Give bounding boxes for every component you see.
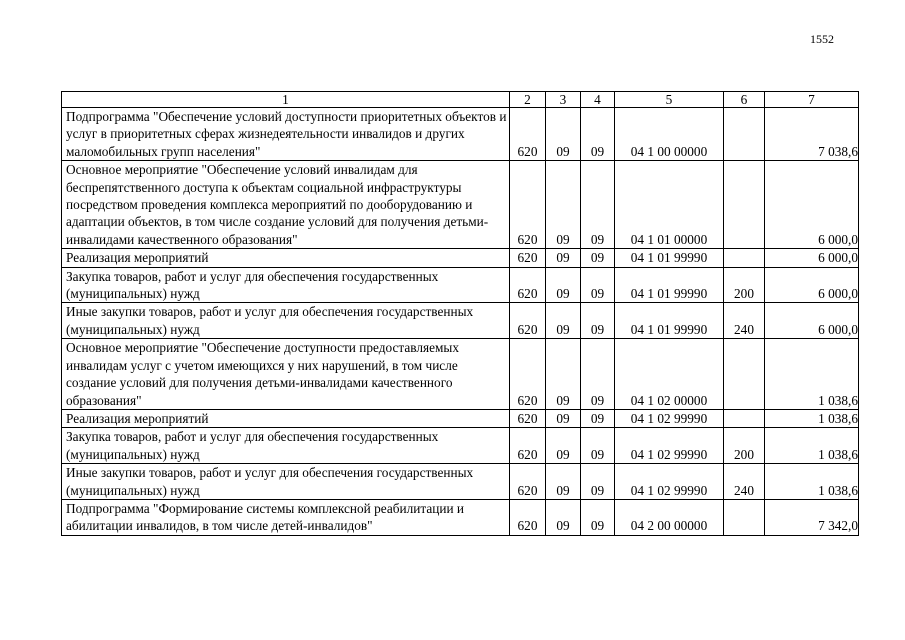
row-section-cell: 09: [546, 161, 581, 249]
row-name-cell: Закупка товаров, работ и услуг для обеспечения государственных (муниципальных) нужд: [62, 267, 510, 303]
row-amount-cell: 1 038,6: [765, 339, 859, 410]
row-amount-cell: 6 000,0: [765, 249, 859, 267]
row-subsection-cell: 09: [581, 464, 615, 500]
row-name-cell: Подпрограмма "Формирование системы комплексной реабилитации и абилитации инвалидов, в том числе детей-инвалидов": [62, 499, 510, 535]
row-expense-type-cell: [724, 339, 765, 410]
row-subsection-cell: 09: [581, 409, 615, 427]
row-expense-type-cell: 240: [724, 303, 765, 339]
row-admin-code-cell: 620: [510, 339, 546, 410]
table-row: [62, 267, 859, 303]
row-admin-code-cell: 620: [510, 464, 546, 500]
row-subsection-cell: 09: [581, 108, 615, 161]
row-admin-code-cell: 620: [510, 428, 546, 464]
row-subsection-cell: 09: [581, 339, 615, 410]
row-subsection-cell: 09: [581, 267, 615, 303]
row-amount-cell: 6 000,0: [765, 161, 859, 249]
table-row: [62, 428, 859, 464]
row-expense-type-cell: 200: [724, 428, 765, 464]
column-header-2: 2: [510, 92, 546, 108]
row-name-cell: Реализация мероприятий: [62, 409, 510, 427]
row-name-cell: Закупка товаров, работ и услуг для обеспечения государственных (муниципальных) нужд: [62, 428, 510, 464]
row-target-article-cell: 04 1 01 00000: [615, 161, 724, 249]
row-target-article-cell: 04 1 01 99990: [615, 303, 724, 339]
table-body: [62, 108, 859, 536]
row-expense-type-cell: [724, 108, 765, 161]
row-target-article-cell: 04 1 02 00000: [615, 339, 724, 410]
row-subsection-cell: 09: [581, 161, 615, 249]
row-name-cell: Реализация мероприятий: [62, 249, 510, 267]
column-header-5: 5: [615, 92, 724, 108]
row-section-cell: 09: [546, 409, 581, 427]
row-subsection-cell: 09: [581, 499, 615, 535]
row-subsection-cell: 09: [581, 249, 615, 267]
row-target-article-cell: 04 1 01 99990: [615, 249, 724, 267]
row-name-cell: Основное мероприятие "Обеспечение доступности предоставляемых инвалидам услуг с учетом имеющихся у них нарушений, в том числе создание условий для получения детьми-инвалидами качественного образования": [62, 339, 510, 410]
row-name-cell: Подпрограмма "Обеспечение условий доступности приоритетных объектов и услуг в приоритетных сферах жизнедеятельности инвалидов и других маломобильных групп населения": [62, 108, 510, 161]
row-amount-cell: 6 000,0: [765, 303, 859, 339]
row-amount-cell: 7 038,6: [765, 108, 859, 161]
table-row: [62, 409, 859, 427]
row-name-cell: Основное мероприятие "Обеспечение условий инвалидам для беспрепятственного доступа к объектам социальной инфраструктуры посредством проведения комплекса мероприятий по дооборудованию и адаптации объектов, в том числе создание условий для получения детьми-инвалидами качественного образования": [62, 161, 510, 249]
row-admin-code-cell: 620: [510, 108, 546, 161]
row-target-article-cell: 04 1 01 99990: [615, 267, 724, 303]
table-row: [62, 303, 859, 339]
row-amount-cell: 1 038,6: [765, 464, 859, 500]
row-expense-type-cell: [724, 249, 765, 267]
row-section-cell: 09: [546, 108, 581, 161]
table-row: [62, 499, 859, 535]
row-admin-code-cell: 620: [510, 409, 546, 427]
row-target-article-cell: 04 1 00 00000: [615, 108, 724, 161]
row-amount-cell: 6 000,0: [765, 267, 859, 303]
column-header-1: 1: [62, 92, 510, 108]
row-target-article-cell: 04 1 02 99990: [615, 409, 724, 427]
row-admin-code-cell: 620: [510, 267, 546, 303]
row-target-article-cell: 04 1 02 99990: [615, 464, 724, 500]
row-admin-code-cell: 620: [510, 249, 546, 267]
row-section-cell: 09: [546, 464, 581, 500]
row-section-cell: 09: [546, 267, 581, 303]
column-header-3: 3: [546, 92, 581, 108]
row-amount-cell: 1 038,6: [765, 409, 859, 427]
row-expense-type-cell: [724, 161, 765, 249]
table-header-row: [62, 92, 859, 108]
row-expense-type-cell: 240: [724, 464, 765, 500]
table-row: [62, 161, 859, 249]
row-admin-code-cell: 620: [510, 303, 546, 339]
row-admin-code-cell: 620: [510, 161, 546, 249]
table-row: [62, 249, 859, 267]
table-row: [62, 464, 859, 500]
column-header-4: 4: [581, 92, 615, 108]
table-row: [62, 108, 859, 161]
column-header-7: 7: [765, 92, 859, 108]
row-expense-type-cell: [724, 499, 765, 535]
row-section-cell: 09: [546, 428, 581, 464]
row-amount-cell: 7 342,0: [765, 499, 859, 535]
row-subsection-cell: 09: [581, 428, 615, 464]
row-amount-cell: 1 038,6: [765, 428, 859, 464]
budget-table: [61, 91, 859, 536]
row-admin-code-cell: 620: [510, 499, 546, 535]
row-section-cell: 09: [546, 339, 581, 410]
row-subsection-cell: 09: [581, 303, 615, 339]
page-number: 1552: [810, 32, 834, 46]
row-section-cell: 09: [546, 249, 581, 267]
row-expense-type-cell: [724, 409, 765, 427]
row-expense-type-cell: 200: [724, 267, 765, 303]
row-section-cell: 09: [546, 499, 581, 535]
row-target-article-cell: 04 1 02 99990: [615, 428, 724, 464]
row-section-cell: 09: [546, 303, 581, 339]
row-target-article-cell: 04 2 00 00000: [615, 499, 724, 535]
table-row: [62, 339, 859, 410]
row-name-cell: Иные закупки товаров, работ и услуг для обеспечения государственных (муниципальных) нужд: [62, 303, 510, 339]
row-name-cell: Иные закупки товаров, работ и услуг для обеспечения государственных (муниципальных) нужд: [62, 464, 510, 500]
column-header-6: 6: [724, 92, 765, 108]
